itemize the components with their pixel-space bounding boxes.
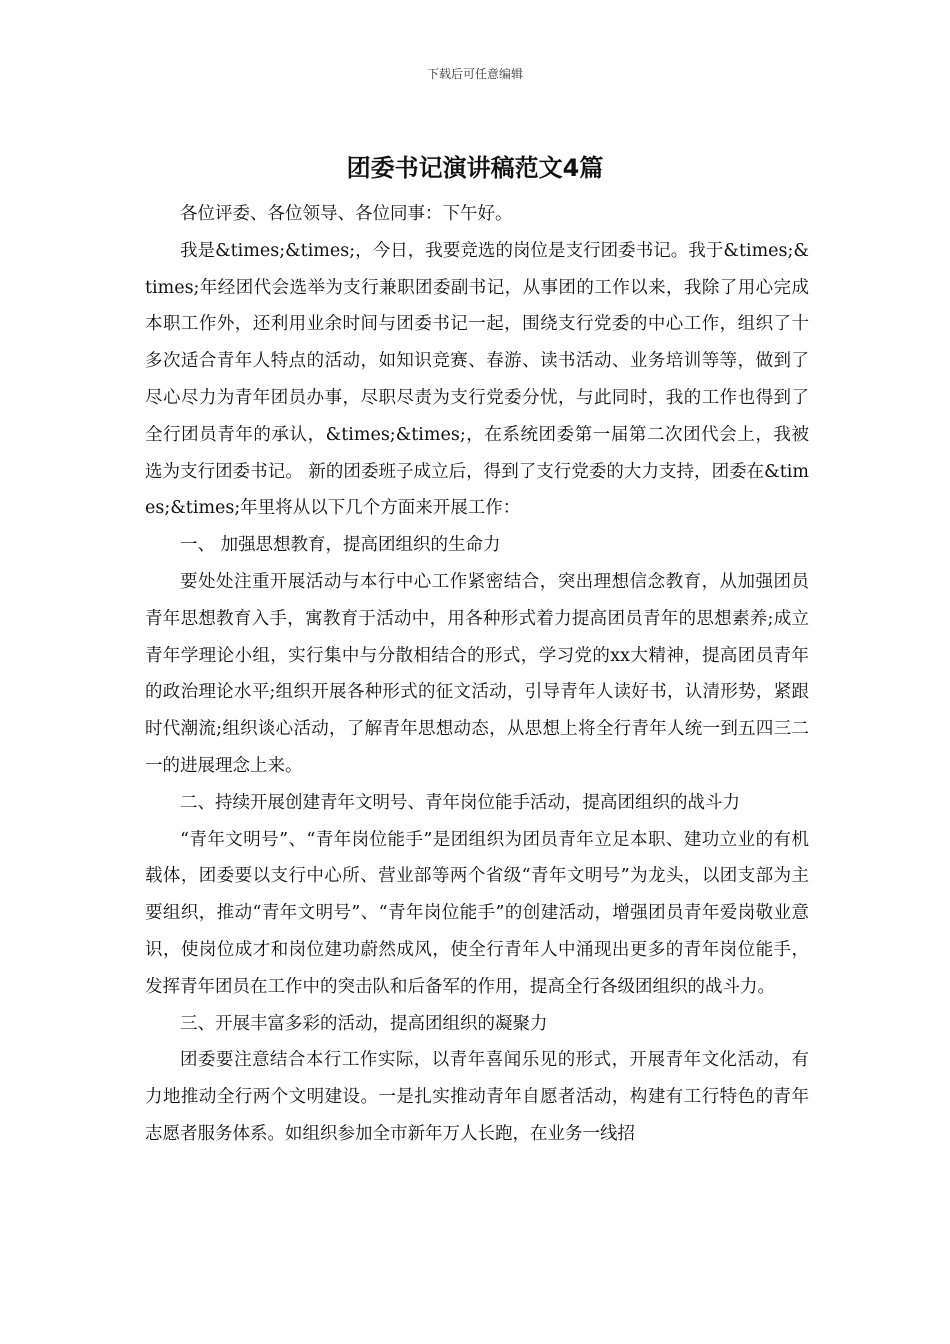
document-title: 团委书记演讲稿范文4篇 (346, 154, 604, 182)
section-body-2: “青年文明号”、“青年岗位能手”是团组织为团员青年立足本职、建功立业的有机载体，团委要以支行中心所、营业部等两个省级“青年文明号”为龙头，以团支部为主要组织，推动“青年文明号”、“青年岗位能手”的创建活动，增强团员青年爱岗敬业意识，使岗位成才和岗位建功蔚然成风，使全行青年人中涌现出更多的青年岗位能手，发挥青年团员在工作中的突击队和后备军的作用，提高全行各级团组织的战斗力。 (145, 829, 809, 997)
section-heading-2: 二、持续开展创建青年文明号、青年岗位能手活动，提高团组织的战斗力 (180, 792, 740, 813)
section-heading-3: 三、开展丰富多彩的活动，提高团组织的凝聚力 (180, 1013, 548, 1034)
section-heading-1: 一、 加强思想教育，提高团组织的生命力 (180, 535, 501, 556)
document-body (145, 196, 809, 1153)
greeting-paragraph: 各位评委、各位领导、各位同事：下午好。 (180, 204, 513, 224)
intro-paragraph: 我是&times;&times;，今日，我要竞选的岗位是支行团委书记。我于&times;&times;年经团代会选举为支行兼职团委副书记，从事团的工作以来，我除了用心完成本职工作外，还利用业余时间与团委书记一起，围绕支行党委的中心工作，组织了十多次适合青年人特点的活动，如知识竞赛、春游、读书活动、业务培训等等，做到了尽心尽力为青年团员办事，尽职尽责为支行党委分忧，与此同时，我的工作也得到了全行团员青年的承认，&times;&times;，在系统团委第一届第二次团代会上，我被选为支行团委书记。 新的团委班子成立后，得到了支行党委的大力支持，团委在&times;&times;年里将从以下几个方面来开展工作： (145, 240, 809, 519)
page-header: 下载后可任意编辑 (426, 67, 523, 81)
section-body-1: 要处处注重开展活动与本行中心工作紧密结合，突出理想信念教育，从加强团员青年思想教育入手，寓教育于活动中，用各种形式着力提高团员青年的思想素养;成立青年学理论小组，实行集中与分散相结合的形式，学习党的xx大精神，提高团员青年的政治理论水平;组织开展各种形式的征文活动，引导青年人读好书，认清形势，紧跟时代潮流;组织谈心活动，了解青年思想动态，从思想上将全行青年人统一到五四三二一的进展理念上来。 (145, 571, 809, 776)
section-body-3: 团委要注意结合本行工作实际，以青年喜闻乐见的形式，开展青年文化活动，有力地推动全行两个文明建设。一是扎实推动青年自愿者活动，构建有工行特色的青年志愿者服务体系。如组织参加全市新年万人长跑，在业务一线招 (145, 1050, 809, 1144)
